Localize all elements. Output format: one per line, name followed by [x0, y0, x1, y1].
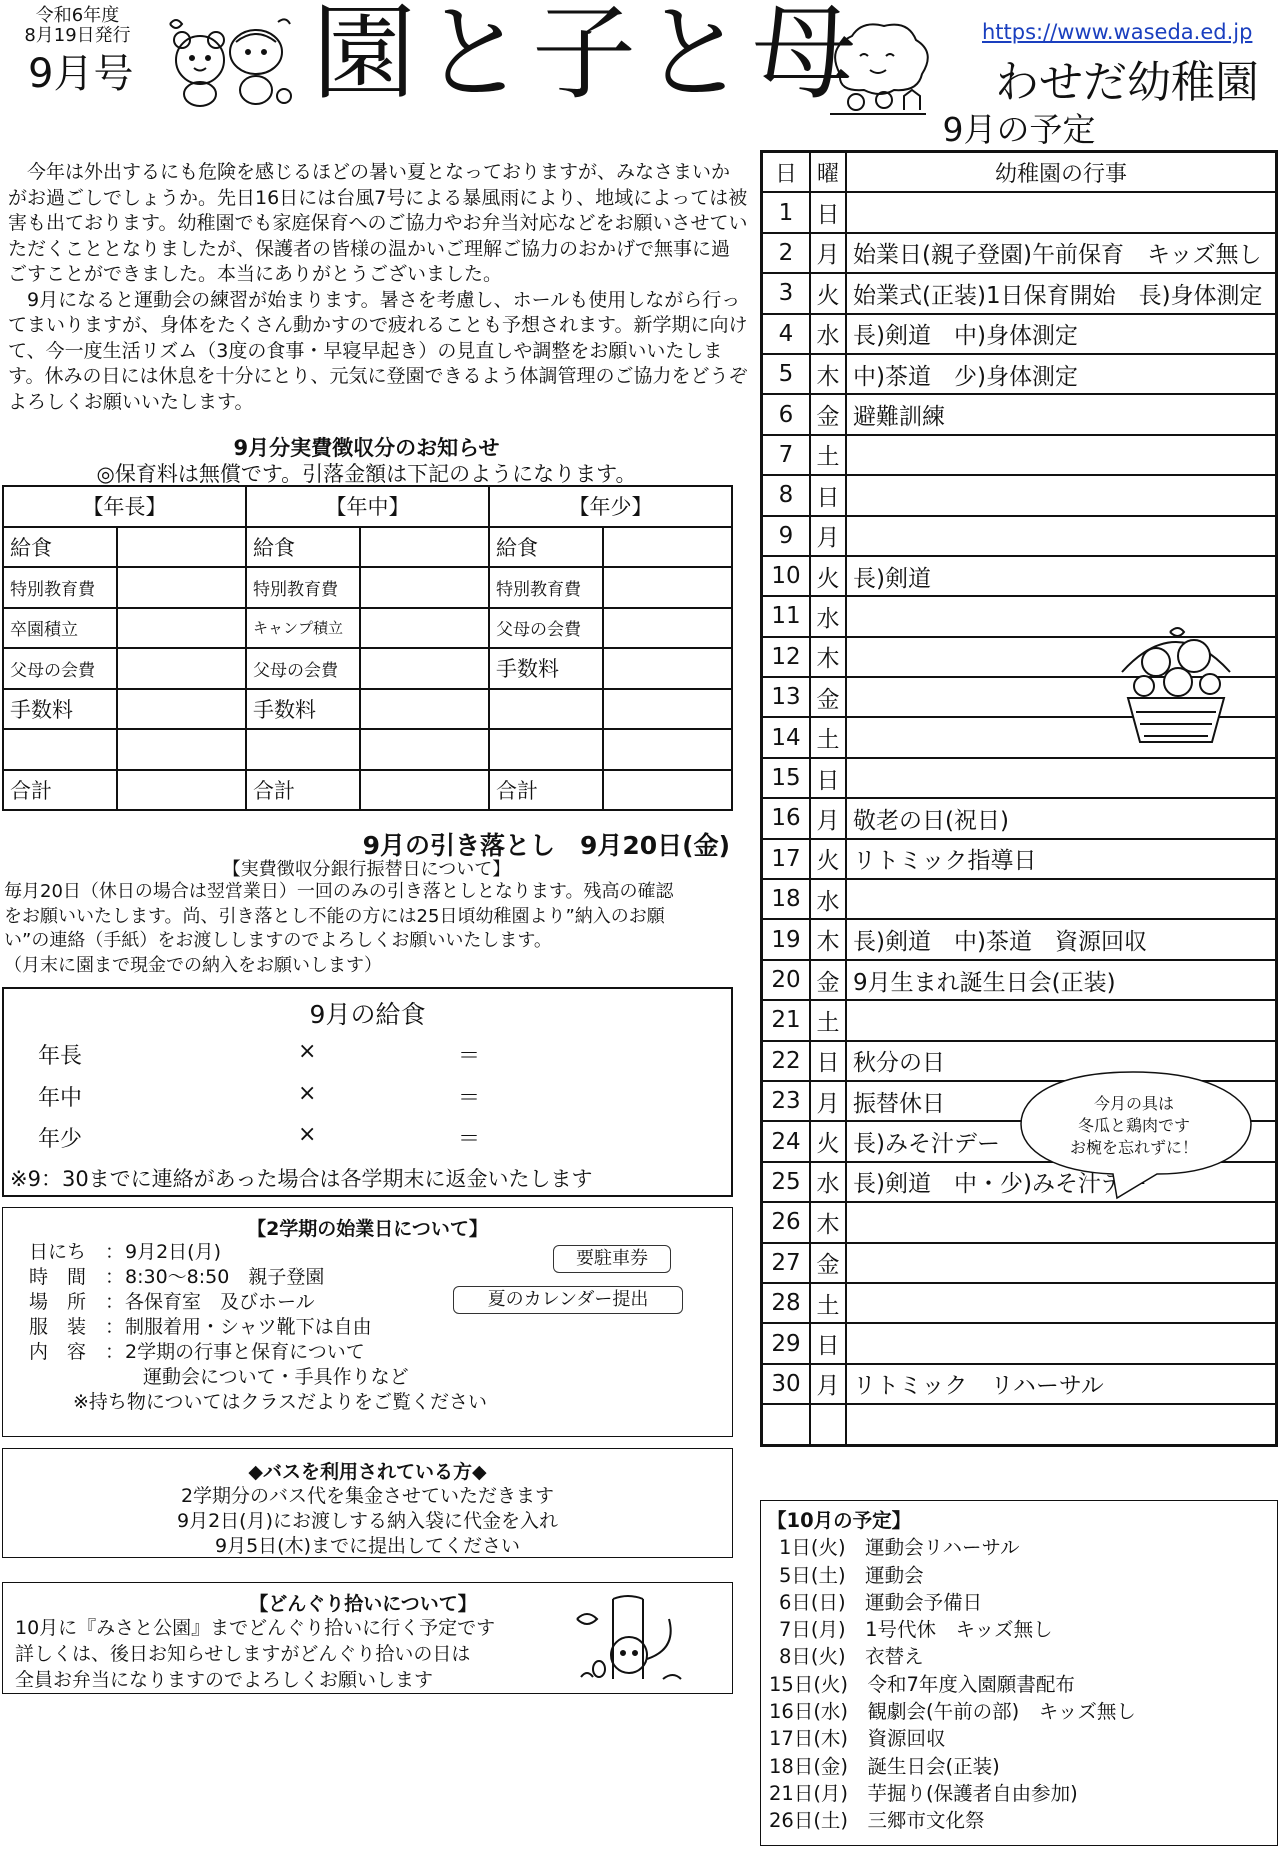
- schedule-header-weekday: 曜: [810, 152, 846, 193]
- october-item: 21日(月) 芋掘り(保護者自由参加): [769, 1781, 1078, 1805]
- fee-total-label: 合計: [246, 770, 360, 811]
- schedule-event: [846, 1283, 1277, 1323]
- schedule-weekday: 木: [810, 1202, 846, 1242]
- debit-subtitle: 【実費徴収分銀行振替日について】: [222, 859, 511, 880]
- october-title: 【10月の予定】: [767, 1509, 912, 1532]
- schedule-day: 1: [762, 192, 811, 232]
- detail-label: 服 装 ：: [29, 1316, 125, 1338]
- schedule-row: [762, 1323, 1277, 1363]
- fee-label: 卒園積立: [3, 608, 117, 649]
- schedule-row: [762, 516, 1277, 556]
- fees-subtitle: ◎保育料は無償です。引落金額は下記のようになります。: [96, 462, 637, 486]
- schedule-weekday: 土: [810, 1000, 846, 1040]
- detail-label: 日にち ：: [29, 1241, 125, 1263]
- schedule-row: [762, 960, 1277, 1000]
- schedule-row: [762, 354, 1277, 394]
- schedule-day: 19: [762, 919, 811, 959]
- schedule-weekday: 日: [810, 1041, 846, 1081]
- times-sign: ×: [298, 1122, 317, 1147]
- bubble-line: お椀を忘れずに！: [1069, 1138, 1198, 1157]
- schedule-day: 11: [762, 596, 811, 636]
- fee-label: 給食: [3, 527, 117, 568]
- fee-total-label: 合計: [489, 770, 603, 811]
- debit-line: （月末に園まで現金での納入をお願いします）: [4, 954, 382, 976]
- schedule-event: [846, 1000, 1277, 1040]
- schedule-row: [762, 919, 1277, 959]
- schedule-weekday: 土: [810, 717, 846, 757]
- acorn-line: 全員お弁当になりますのでよろしくお願いします: [15, 1669, 434, 1691]
- fee-label: 給食: [489, 527, 603, 568]
- schedule-row: [762, 435, 1277, 475]
- term-start-box: [2, 1207, 733, 1437]
- lunch-note: ※9：30までに連絡があった場合は各学期末に返金いたします: [10, 1167, 593, 1191]
- schedule-day: 12: [762, 637, 811, 677]
- fees-table: [2, 485, 733, 811]
- acorn-line: 詳しくは、後日お知らせしますがどんぐり拾いの日は: [15, 1643, 471, 1665]
- fee-label: 父母の会費: [3, 648, 117, 689]
- schedule-day: 8: [762, 475, 811, 515]
- schedule-row: [762, 1000, 1277, 1040]
- october-item: 5日(土) 運動会: [779, 1563, 924, 1587]
- detail-value: 9月2日(月): [125, 1241, 222, 1263]
- debit-line: をお願いいたします。尚、引き落とし不能の方には25日頃幼稚園より”納入のお願: [4, 905, 665, 927]
- fee-label: 父母の会費: [489, 608, 603, 649]
- schedule-weekday: 月: [810, 233, 846, 273]
- lunch-row-label: 年少: [38, 1127, 83, 1152]
- schedule-weekday: 火: [810, 1121, 846, 1161]
- schedule-event: 長)みそ汁デー: [846, 1121, 1277, 1161]
- schedule-event: [846, 1323, 1277, 1363]
- schedule-event: 9月生まれ誕生日会(正装): [846, 960, 1277, 1000]
- schedule-event: [846, 435, 1277, 475]
- october-item: 7日(月) 1号代休 キッズ無し: [779, 1618, 1053, 1642]
- fee-label: 手数料: [246, 689, 360, 730]
- schedule-event: 中)茶道 少)身体測定: [846, 354, 1277, 394]
- schedule-row: [762, 1364, 1277, 1404]
- fee-label: 手数料: [3, 689, 117, 730]
- detail-label: 場 所 ：: [29, 1291, 125, 1313]
- schedule-event: [846, 192, 1277, 232]
- bus-line: 9月5日(木)までに提出してください: [214, 1535, 520, 1557]
- schedule-day: 15: [762, 758, 811, 798]
- debit-text: [4, 880, 744, 978]
- debit-line: い”の連絡（手紙）をお渡ししますのでよろしくお願いいたします。: [4, 930, 552, 951]
- bus-text: [3, 1484, 732, 1559]
- basket-illustration: [1114, 622, 1240, 750]
- acorn-box: [2, 1582, 733, 1694]
- bus-title: ◆バスを利用されている方◆: [248, 1461, 487, 1483]
- schedule-day: 13: [762, 677, 811, 717]
- schedule-event: 始業日(親子登園)午前保育 キッズ無し: [846, 233, 1277, 273]
- schedule-day: 23: [762, 1081, 811, 1121]
- schedule-day: 29: [762, 1323, 811, 1363]
- schedule-day: 14: [762, 717, 811, 757]
- schedule-weekday: 木: [810, 637, 846, 677]
- equals-sign: ＝: [458, 1044, 481, 1069]
- schedule-row: [762, 273, 1277, 313]
- calendar-submit-label: 夏のカレンダー提出: [453, 1286, 683, 1314]
- bus-line: 2学期分のバス代を集金させていただきます: [180, 1485, 555, 1507]
- schedule-weekday: 日: [810, 1323, 846, 1363]
- schedule-row: [762, 475, 1277, 515]
- schedule-day: 5: [762, 354, 811, 394]
- debit-line: 毎月20日（休日の場合は翌営業日）一回のみの引き落としとなります。残高の確認: [4, 881, 674, 902]
- schedule-row: [762, 839, 1277, 879]
- schedule-day: 7: [762, 435, 811, 475]
- bubble-text: [1020, 1093, 1248, 1159]
- schedule-day: 9: [762, 516, 811, 556]
- schedule-day: 20: [762, 960, 811, 1000]
- fees-title: 9月分実費徴収分のお知らせ: [233, 436, 500, 460]
- schedule-day: 30: [762, 1364, 811, 1404]
- october-item: 17日(木) 資源回収: [769, 1727, 946, 1751]
- schedule-title: 9月の予定: [942, 110, 1096, 149]
- debit-title: 9月の引き落とし 9月20日(金): [362, 831, 730, 860]
- schedule-day: 18: [762, 879, 811, 919]
- schedule-weekday: 土: [810, 1283, 846, 1323]
- schedule-day: 24: [762, 1121, 811, 1161]
- schedule-day: [762, 1404, 811, 1445]
- schedule-event: 避難訓練: [846, 394, 1277, 434]
- parking-pass-label: 要駐車券: [553, 1245, 671, 1273]
- times-sign: ×: [298, 1039, 317, 1064]
- schedule-header-event: 幼稚園の行事: [846, 152, 1277, 193]
- schedule-weekday: 月: [810, 798, 846, 838]
- schedule-day: 6: [762, 394, 811, 434]
- term-start-title: 【2学期の始業日について】: [247, 1218, 488, 1240]
- schedule-weekday: 日: [810, 758, 846, 798]
- acorn-title: 【どんぐり拾いについて】: [249, 1593, 477, 1615]
- schedule-weekday: 金: [810, 677, 846, 717]
- schedule-event: リトミック リハーサル: [846, 1364, 1277, 1404]
- schedule-row: [762, 798, 1277, 838]
- fee-label: 父母の会費: [246, 648, 360, 689]
- detail-label: 内 容 ：: [29, 1341, 125, 1363]
- schedule-event: [846, 475, 1277, 515]
- schedule-event: 秋分の日: [846, 1041, 1277, 1081]
- schedule-day: 25: [762, 1162, 811, 1202]
- schedule-row: [762, 192, 1277, 232]
- mascot-illustration: [160, 12, 300, 108]
- lunch-title: 9月の給食: [309, 1000, 426, 1029]
- schedule-event: 長)剣道: [846, 556, 1277, 596]
- schedule-row: [762, 314, 1277, 354]
- schedule-weekday: 日: [810, 475, 846, 515]
- october-item: 8日(火) 衣替え: [779, 1645, 924, 1669]
- october-item: 18日(金) 誕生日会(正装): [769, 1754, 1000, 1778]
- october-box: [760, 1500, 1278, 1846]
- schedule-weekday: 金: [810, 394, 846, 434]
- bus-line: 9月2日(月)にお渡しする納入袋に代金を入れ: [176, 1510, 558, 1532]
- acorn-text: [15, 1615, 495, 1693]
- fee-label: 給食: [246, 527, 360, 568]
- schedule-event: 敬老の日(祝日): [846, 798, 1277, 838]
- schedule-weekday: 水: [810, 879, 846, 919]
- fee-label: キャンプ積立: [246, 608, 360, 649]
- equals-sign: ＝: [458, 1086, 481, 1111]
- schedule-day: 17: [762, 839, 811, 879]
- intro-paragraph: 9月になると運動会の練習が始まります。暑さを考慮し、ホールも使用しながら行ってまいりますが、身体をたくさん動かすので疲れることも予想されます。新学期に向けて、今一度生活リズム（3度の食事・早寝早起き）の見直しや調整をお願いいたします。休みの日には休息を十分にとり、元気に登園できるよう体調管理のご協力をどうぞよろしくお願いいたします。: [8, 288, 748, 413]
- schedule-row: [762, 758, 1277, 798]
- schedule-row: [762, 1202, 1277, 1242]
- schedule-weekday: 水: [810, 314, 846, 354]
- schedule-weekday: 土: [810, 435, 846, 475]
- fee-total-label: 合計: [3, 770, 117, 811]
- schedule-row: [762, 879, 1277, 919]
- squirrel-illustration: [563, 1589, 693, 1689]
- schedule-weekday: 月: [810, 516, 846, 556]
- detail-note: ※持ち物についてはクラスだよりをご覧ください: [73, 1391, 487, 1413]
- schedule-day: 16: [762, 798, 811, 838]
- detail-label: 時 間 ：: [29, 1266, 125, 1288]
- schedule-weekday: 金: [810, 960, 846, 1000]
- lunch-row-label: 年長: [38, 1044, 83, 1069]
- intro-paragraph: 今年は外出するにも危険を感じるほどの暑い夏となっておりますが、みなさまいかがお過ごしでしょうか。先日16日には台風7号による暴風雨により、地域によっては被害も出ております。幼稚園でも家庭保育へのご協力やお弁当対応などをお願いさせていただくこととなりましたが、保護者の皆様の温かいご理解ご協力のおかげで無事に過ごすことができました。本当にありがとうございました。: [8, 161, 748, 285]
- schedule-day: 10: [762, 556, 811, 596]
- schedule-event: 長)剣道 中・少)みそ汁デー: [846, 1162, 1277, 1202]
- schedule-event: [846, 1243, 1277, 1283]
- schedule-weekday: 日: [810, 192, 846, 232]
- issue-label: 9月号: [28, 51, 134, 97]
- schedule-weekday: 水: [810, 596, 846, 636]
- newsletter-title: 園と子と母: [312, 0, 863, 114]
- schedule-day: 21: [762, 1000, 811, 1040]
- schedule-row: [762, 1243, 1277, 1283]
- schedule-weekday: 月: [810, 1364, 846, 1404]
- october-item: 1日(火) 運動会リハーサル: [779, 1536, 1020, 1560]
- lunch-row-label: 年中: [38, 1086, 83, 1111]
- times-sign: ×: [298, 1081, 317, 1106]
- fees-col-header: 【年中】: [246, 486, 489, 527]
- schedule-event: [846, 516, 1277, 556]
- detail-value: 制服着用・シャツ靴下は自由: [125, 1316, 372, 1338]
- october-item: 6日(日) 運動会予備日: [779, 1590, 983, 1614]
- acorn-line: 10月に『みさと公園』までどんぐり拾いに行く予定です: [15, 1617, 496, 1639]
- equals-sign: ＝: [458, 1127, 481, 1152]
- schedule-header-day: 日: [762, 152, 811, 193]
- schedule-day: 26: [762, 1202, 811, 1242]
- fees-col-header: 【年少】: [489, 486, 732, 527]
- fees-col-header: 【年長】: [3, 486, 246, 527]
- bubble-line: 今月の具は: [1093, 1094, 1174, 1113]
- schedule-event: [846, 758, 1277, 798]
- schedule-day: 2: [762, 233, 811, 273]
- lunch-box: [2, 987, 733, 1197]
- fee-label: [489, 689, 603, 730]
- october-item: 15日(火) 令和7年度入園願書配布: [769, 1672, 1075, 1696]
- schedule-event: [846, 1404, 1277, 1445]
- schedule-table: [760, 150, 1278, 1447]
- october-item: 26日(土) 三郷市文化祭: [769, 1809, 985, 1833]
- schedule-weekday: 水: [810, 1162, 846, 1202]
- schedule-row: [762, 1283, 1277, 1323]
- bubble-line: 冬瓜と鶏肉です: [1077, 1116, 1190, 1135]
- schedule-weekday: 月: [810, 1081, 846, 1121]
- detail-value: 2学期の行事と保育について: [125, 1341, 365, 1363]
- schedule-row: [762, 1404, 1277, 1445]
- fee-label: 特別教育費: [489, 567, 603, 608]
- schedule-day: 28: [762, 1283, 811, 1323]
- fee-label: 手数料: [489, 648, 603, 689]
- schedule-event: 長)剣道 中)身体測定: [846, 314, 1277, 354]
- schedule-day: 27: [762, 1243, 811, 1283]
- october-list: [765, 1534, 1277, 1834]
- schedule-row: [762, 394, 1277, 434]
- schedule-row: [762, 556, 1277, 596]
- term-start-details: [29, 1240, 487, 1415]
- schedule-weekday: 木: [810, 919, 846, 959]
- schedule-weekday: 火: [810, 273, 846, 313]
- intro-text: [8, 160, 748, 415]
- schedule-weekday: [810, 1404, 846, 1445]
- detail-extra: 運動会について・手具作りなど: [143, 1366, 409, 1388]
- schedule-day: 4: [762, 314, 811, 354]
- schedule-event: リトミック指導日: [846, 839, 1277, 879]
- fee-label: 特別教育費: [3, 567, 117, 608]
- schedule-day: 22: [762, 1041, 811, 1081]
- era-year: 令和6年度: [35, 5, 120, 26]
- detail-value: 各保育室 及びホール: [125, 1291, 315, 1313]
- fee-label: 特別教育費: [246, 567, 360, 608]
- schedule-event: 振替休日: [846, 1081, 1277, 1121]
- schedule-day: 3: [762, 273, 811, 313]
- detail-value: 8:30～8:50 親子登園: [125, 1266, 325, 1288]
- schedule-event: 長)剣道 中)茶道 資源回収: [846, 919, 1277, 959]
- schedule-row: [762, 233, 1277, 273]
- schedule-weekday: 火: [810, 839, 846, 879]
- bus-box: [2, 1448, 733, 1558]
- schedule-event: [846, 1202, 1277, 1242]
- schedule-event: 始業式(正装)1日保育開始 長)身体測定: [846, 273, 1277, 313]
- schedule-weekday: 金: [810, 1243, 846, 1283]
- schedule-weekday: 木: [810, 354, 846, 394]
- october-item: 16日(水) 観劇会(午前の部) キッズ無し: [769, 1700, 1136, 1724]
- website-link[interactable]: https://www.waseda.ed.jp: [982, 20, 1253, 44]
- school-name: わせだ幼稚園: [995, 57, 1259, 108]
- schedule-weekday: 火: [810, 556, 846, 596]
- schedule-event: [846, 879, 1277, 919]
- issue-date: 8月19日発行: [24, 25, 131, 46]
